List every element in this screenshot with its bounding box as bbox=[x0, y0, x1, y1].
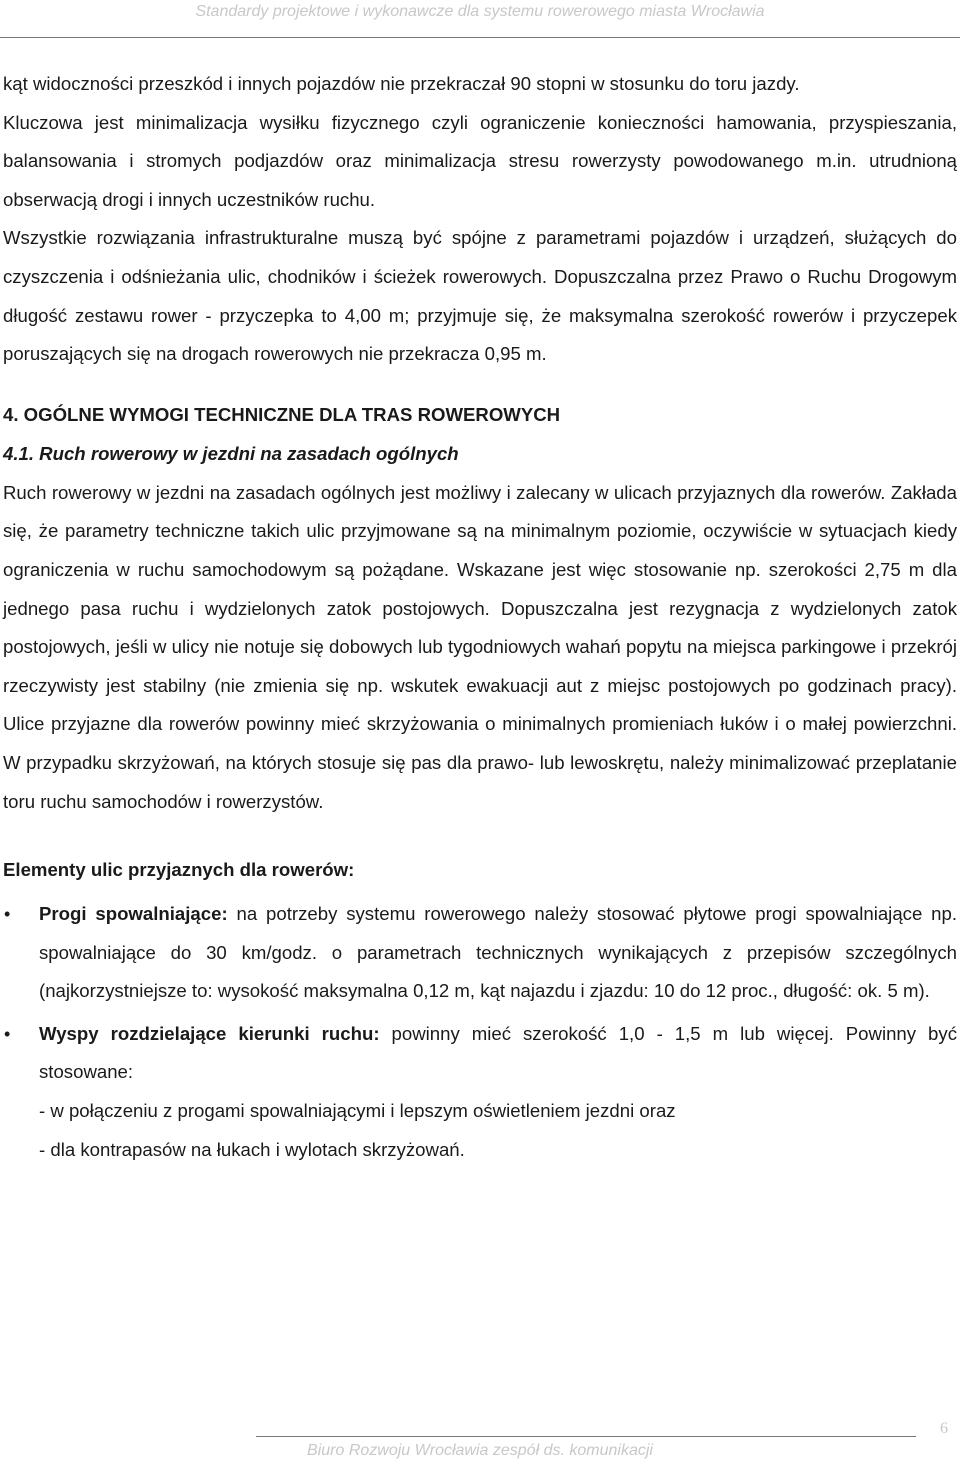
sub-line: - dla kontrapasów na łukach i wylotach skrzyżowań. bbox=[39, 1138, 465, 1160]
running-header: Standardy projektowe i wykonawcze dla systemu rowerowego miasta Wrocławia bbox=[195, 3, 765, 20]
item-text: powinny mieć szerokość 1,0 - 1,5 m lub więcej. Powinny być stosowane: bbox=[39, 1022, 957, 1083]
paragraph-infrastructure: Wszystkie rozwiązania infrastrukturalne muszą być spójne z parametrami pojazdów i urządzeń, służących do czyszczenia i odśnieżania ulic, chodników i ścieżek rowerowych. Dopuszczalna przez Prawo o Ruchu Drogowym długość zestawu rower - przyczepka to 4,00 m; przyjmuje się, że maksymalna szerokość rowerów i przyczepek poruszających się na drogach rowerowych nie przekracza 0,95 m. bbox=[3, 227, 957, 365]
bullet-icon: • bbox=[4, 1023, 11, 1044]
elements-title: Elementy ulic przyjaznych dla rowerów: bbox=[3, 859, 355, 881]
paragraph-visibility: kąt widoczności przeszkód i innych pojazdów nie przekraczał 90 stopni w stosunku do toru jazdy. bbox=[3, 73, 800, 94]
header-divider bbox=[0, 37, 960, 38]
running-footer: Biuro Rozwoju Wrocławia zespół ds. komunikacji bbox=[307, 1442, 653, 1459]
item-term: Wyspy rozdzielające kierunki ruchu: bbox=[39, 1022, 380, 1044]
list-item-speed-bumps bbox=[3, 895, 957, 1011]
list-item-islands bbox=[3, 1015, 957, 1169]
paragraph-general-traffic: Ruch rowerowy w jezdni na zasadach ogólnych jest możliwy i zalecany w ulicach przyjaznych dla rowerów. Zakłada się, że parametry techniczne takich ulic przyjmowane są na minimalnym poziomie, oczywiście w sytuacjach kiedy ograniczenia w ruchu samochodowym są pożądane. Wskazane jest więc stosowanie np. szerokości 2,75 m dla jednego pasa ruchu i wydzielonych zatok postojowych. Dopuszczalna jest rezygnacja z wydzielonych zatok postojowych, jeśli w ulicy nie notuje się dobowych lub tygodniowych wahań popytu na miejsca parkingowe i przekrój rzeczywisty jest stabilny (nie zmienia się np. wskutek ewakuacji aut z miejsc postojowych po godzinach pracy). Ulice przyjazne dla rowerów powinny mieć skrzyżowania o minimalnych promieniach łuków i o małej powierzchni. W przypadku skrzyżowań, na których stosuje się pas dla prawo- lub lewoskrętu, należy minimalizować przeplatanie toru ruchu samochodów i rowerzystów. bbox=[3, 481, 957, 812]
footer-divider bbox=[256, 1436, 916, 1437]
page-number: 6 bbox=[940, 1420, 948, 1437]
document-body bbox=[3, 65, 957, 1169]
section-heading: 4. OGÓLNE WYMOGI TECHNICZNE DLA TRAS ROWEROWYCH bbox=[3, 403, 561, 425]
subsection-heading: 4.1. Ruch rowerowy w jezdni na zasadach ogólnych bbox=[3, 442, 459, 464]
item-text: na potrzeby systemu rowerowego należy stosować płytowe progi spowalniające np. spowalniające do 30 km/godz. o parametrach technicznych wynikających z przepisów szczególnych (najkorzystniejsze to: wysokość maksymalna 0,12 m, kąt najazdu i zjazdu: 10 do 12 proc., długość: ok. 5 m). bbox=[39, 903, 957, 1002]
paragraph-effort: Kluczowa jest minimalizacja wysiłku fizycznego czyli ograniczenie konieczności hamowania, przyspieszania, balansowania i stromych podjazdów oraz minimalizacja stresu rowerzysty powodowanego m.in. utrudnioną obserwacją drogi i innych uczestników ruchu. bbox=[3, 111, 957, 210]
elements-list bbox=[3, 895, 957, 1169]
sub-line: - w połączeniu z progami spowalniającymi i lepszym oświetleniem jezdni oraz bbox=[39, 1100, 676, 1122]
item-term: Progi spowalniające: bbox=[39, 903, 228, 925]
bullet-icon: • bbox=[4, 904, 11, 925]
